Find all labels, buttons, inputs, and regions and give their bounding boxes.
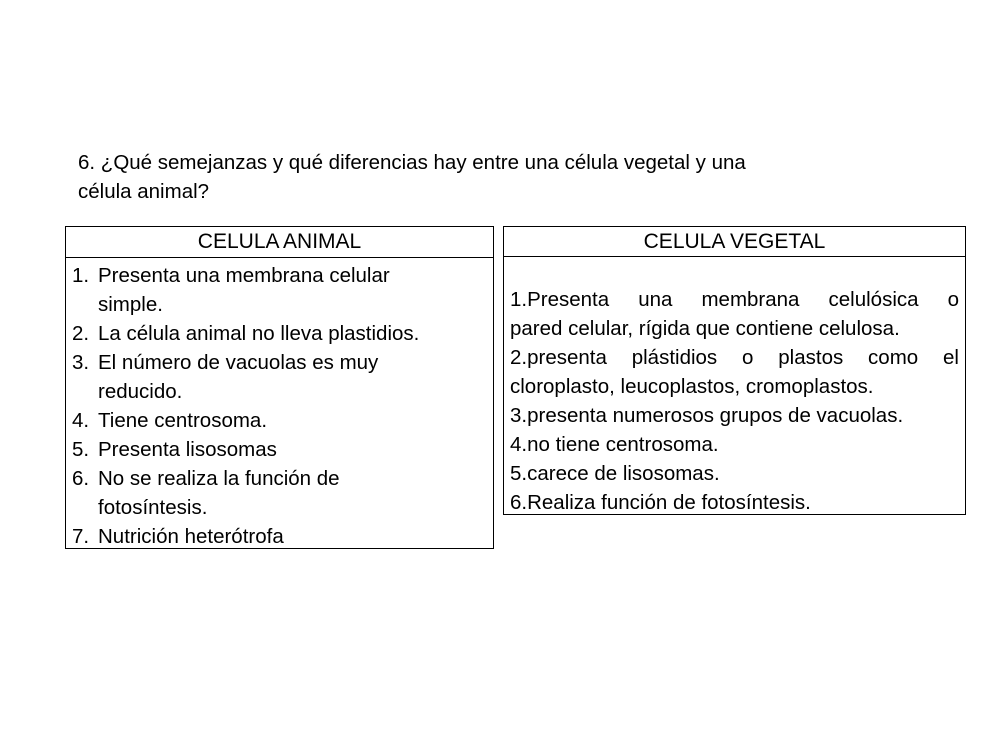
list-line: 4.no tiene centrosoma. (510, 433, 719, 456)
list-item (72, 406, 487, 435)
item-number: 5. (72, 438, 90, 461)
item-text: No se realiza la función de (98, 467, 340, 490)
item-number: 3. (72, 351, 90, 374)
list-item (72, 261, 487, 319)
item-text: reducido. (98, 380, 183, 403)
list-line: pared celular, rígida que contiene celulosa. (510, 317, 900, 340)
list-line: 6.Realiza función de fotosíntesis. (510, 491, 811, 514)
animal-cell-list (66, 258, 493, 551)
item-text: Nutrición heterótrofa (98, 525, 284, 548)
list-item (72, 435, 487, 464)
list-line: cloroplasto, leucoplastos, cromoplastos. (510, 375, 874, 398)
item-text: fotosíntesis. (98, 496, 208, 519)
question-line-2: célula animal? (78, 180, 210, 203)
item-text: El número de vacuolas es muy (98, 351, 379, 374)
plant-cell-box (503, 226, 966, 515)
item-text: La célula animal no lleva plastidios. (98, 322, 420, 345)
list-item (72, 348, 487, 406)
item-text: Presenta lisosomas (98, 438, 277, 461)
plant-cell-title: CELULA VEGETAL (504, 227, 965, 257)
list-line: 2.presenta plástidios o plastos como el (510, 346, 959, 369)
item-text: Presenta una membrana celular (98, 264, 390, 287)
list-line: 5.carece de lisosomas. (510, 462, 720, 485)
item-number: 4. (72, 409, 90, 432)
list-item (72, 522, 487, 551)
plant-cell-list (504, 257, 965, 517)
item-number: 1. (72, 264, 90, 287)
item-text: Tiene centrosoma. (98, 409, 268, 432)
item-text: simple. (98, 293, 163, 316)
item-number: 6. (72, 467, 90, 490)
animal-cell-title: CELULA ANIMAL (66, 227, 493, 258)
item-number: 7. (72, 525, 90, 548)
list-item (72, 319, 487, 348)
list-line: 1.Presenta una membrana celulósica o (510, 288, 959, 311)
list-line: 3.presenta numerosos grupos de vacuolas. (510, 404, 904, 427)
list-item (72, 464, 487, 522)
question-line-1: 6. ¿Qué semejanzas y qué diferencias hay entre una célula vegetal y una (78, 151, 746, 174)
question-text (78, 148, 898, 206)
animal-cell-box (65, 226, 494, 549)
item-number: 2. (72, 322, 90, 345)
